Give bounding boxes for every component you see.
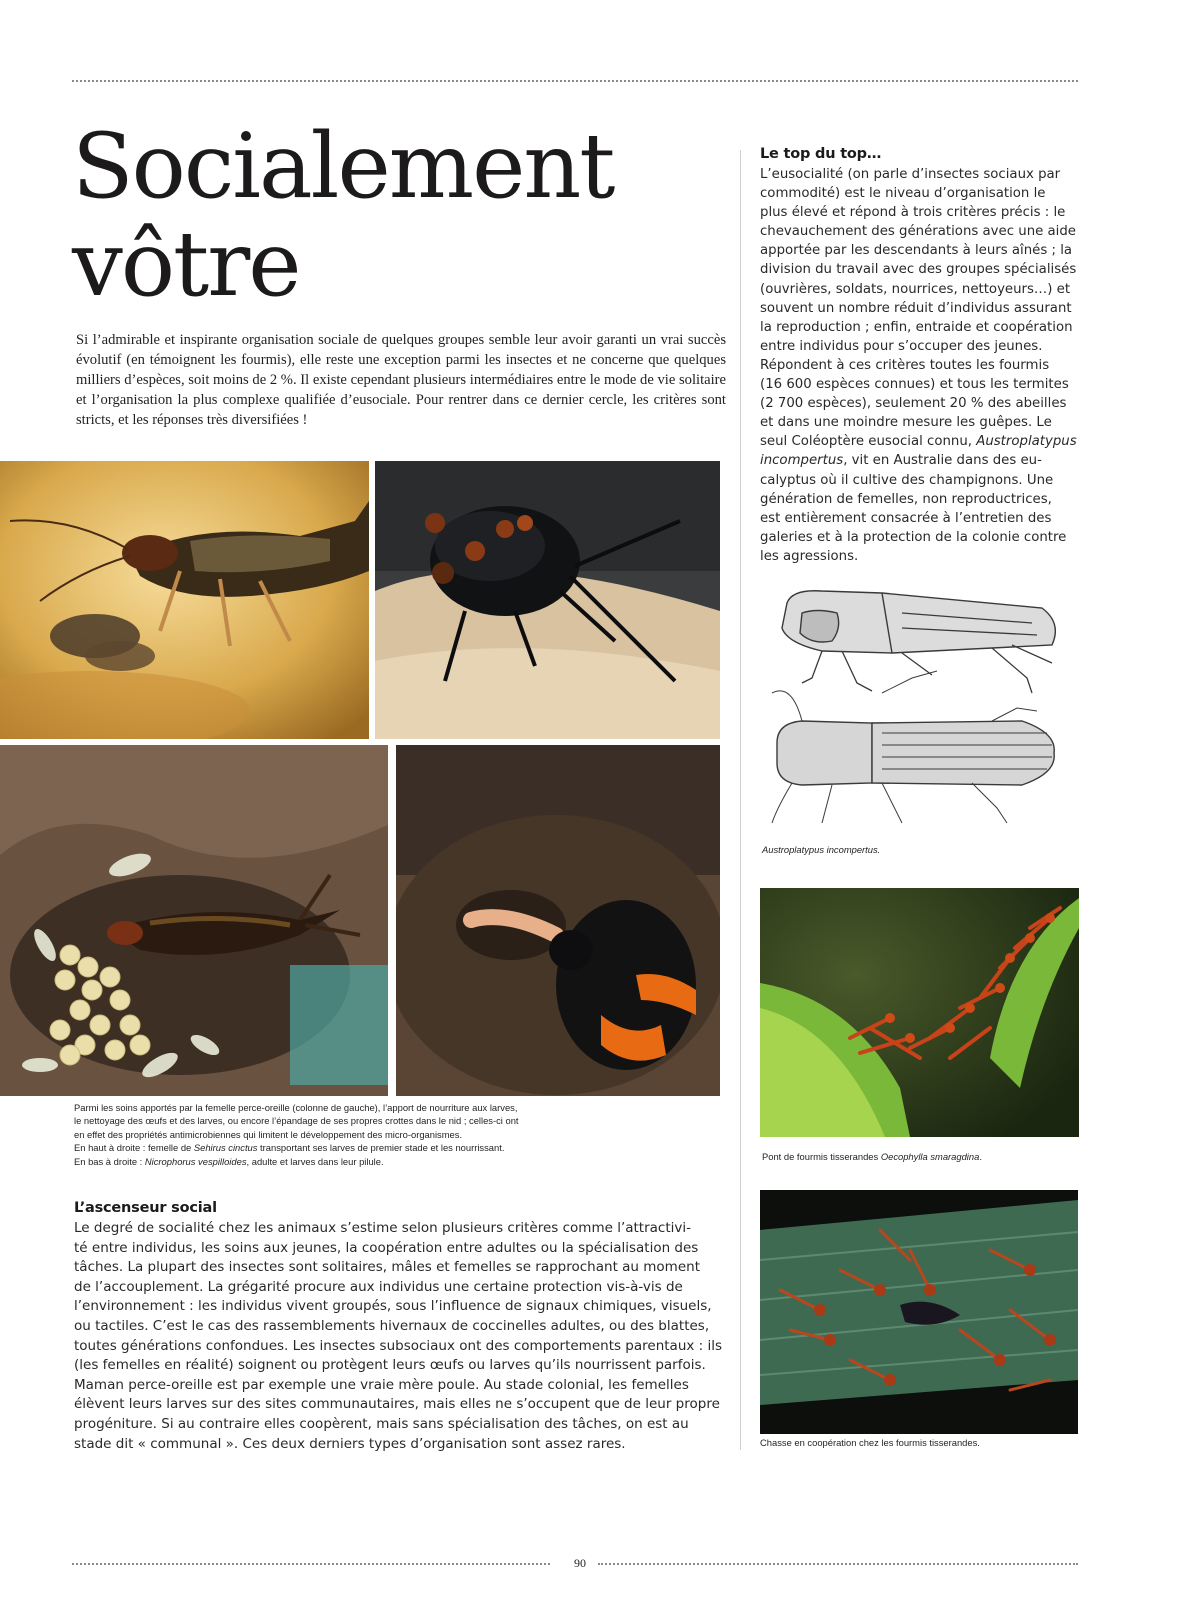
caption-line: Chasse en coopération chez les fourmis tisserandes. [760,1437,980,1448]
text-line: tâches. La plupart des insectes sont solitaires, mâles et femelles se rapprochant au moment [74,1259,700,1276]
species-name: Nicrophorus vespilloides [144,1155,247,1167]
text-line: progéniture. Si au contraire elles coopèrent, mais sans spécialisation des tâches, on est au [74,1415,689,1432]
text-line: L’eusocialité (on parle d’insectes sociaux par [760,167,1061,182]
caption-line: le nettoyage des œufs et des larves, ou encore l’épandage de ses propres crottes dans le nid ; celles-ci ont [74,1115,519,1127]
bottom-rule-left [72,1563,550,1565]
caption-text: . [979,1151,982,1162]
text-line: ou tactiles. C’est le cas des rassemblements hivernaux de coccinelles adultes, ou des blattes, [74,1317,710,1334]
text-line [760,432,1090,451]
caption-text: En bas à droite : [74,1155,145,1167]
photos-caption [74,1101,714,1168]
nicrophorus-photo [396,745,720,1096]
text-line: division du travail avec des groupes spécialisés [760,262,1077,278]
text-line: de l’accouplement. La grégarité procure aux individus une certaine protection vis-à-vis de [74,1278,683,1295]
species-name: Sehirus cinctus [193,1142,258,1154]
species-name: Austroplatypus [976,434,1077,450]
text-fragment: , vit en Australie dans des eu- [843,453,1042,469]
text-line: (2 700 espèces), seulement 20 % des abeilles [760,396,1067,412]
caption-text: En haut à droite : femelle de [74,1142,194,1154]
caption-text: transportant ses larves de premier stade et les nourrissant. [257,1142,505,1154]
text-line: Le degré de socialité chez les animaux s’estime selon plusieurs critères comme l’attractivi- [74,1220,691,1236]
title-line-1: Socialement [72,114,614,219]
text-line: (ouvrières, soldats, nourrices, nettoyeurs…) et [760,281,1071,297]
caption-line [74,1155,714,1168]
weaver-bridge-caption [762,1150,1082,1163]
text-line: entre individus pour s’occuper des jeunes. [760,338,1043,354]
caption-text: , adulte et larves dans leur pilule. [246,1155,384,1167]
caption-line [74,1141,714,1154]
text-line: est entièrement consacrée à l’entretien des [760,510,1052,526]
column-divider [740,150,741,1450]
text-line: Répondent à ces critères toutes les fourmis [760,357,1050,373]
text-line: commodité) est le niveau d’organisation le [760,186,1046,202]
sehirus-bug-photo [375,461,720,739]
page-number: 90 [574,1556,586,1570]
caption-text: Pont de fourmis tisserandes [762,1151,881,1162]
sidebar-heading: Le top du top… [760,146,882,162]
beetle-illustration [762,583,1072,845]
text-line: la reproduction ; enfin, entraide et coopération [760,319,1073,335]
text-fragment: seul Coléoptère eusocial connu, [760,434,977,450]
caption-line: Austroplatypus incompertus. [762,844,881,855]
earwig-feeding-photo [0,461,369,739]
text-line: (16 600 espèces connues) et tous les termites [760,377,1069,393]
section-social-body [74,1219,724,1454]
sidebar-body [760,165,1090,566]
species-name: Oecophylla smaragdina [880,1151,980,1162]
page-title [72,114,692,317]
text-line: galeries et à la protection de la colonie contre [760,529,1067,545]
caption-line [762,1150,1082,1163]
text-line: chevauchement des générations avec une aide [760,224,1076,240]
text-line: l’environnement : les individus vivent groupés, sous l’influence de signaux chimiques, visuels, [74,1298,712,1315]
bottom-rule-right [598,1563,1078,1565]
earwig-eggs-photo [0,745,388,1096]
text-line: apportée par les descendants à leurs aînés ; la [760,243,1073,259]
weaver-ant-hunt-photo [760,1190,1078,1434]
text-line: plus élevé et répond à trois critères précis : le [760,205,1066,221]
text-line [760,451,1090,470]
text-line: génération de femelles, non reproductrices, [760,491,1052,507]
text-line: Maman perce-oreille est par exemple une vraie mère poule. Au stade colonial, les femelles [74,1376,689,1393]
text-line: les agressions. [760,548,859,564]
text-line: élèvent leurs larves sur des sites communautaires, mais elles ne s’occupent que de leur propre [74,1396,720,1413]
caption-line: Parmi les soins apportés par la femelle perce-oreille (colonne de gauche), l’apport de nourriture aux larves, [74,1102,518,1113]
weaver-ant-bridge-photo [760,888,1079,1137]
text-line: té entre individus, les soins aux jeunes, la coopération entre adultes ou la spécialisation des [74,1239,699,1256]
text-line: et dans une moindre mesure les guêpes. Le [760,415,1052,431]
caption-line: en effet des propriétés antimicrobiennes qui limitent le développement des micro-organismes. [74,1128,463,1140]
top-rule [72,80,1078,82]
weaver-hunt-caption [760,1436,1080,1449]
species-name: incompertus [760,453,844,469]
intro-paragraph: Si l’admirable et inspirante organisation sociale de quelques groupes semble leur avoir garanti un vrai succès évolutif (en témoignent les fourmis), elle reste une exception parmi les insectes et ne concerne que quelques milliers d’espèces, soit moins de 2 %. Il existe cependant plusieurs intermédiaires entre le mode de vie solitaire et l’organisation la plus complexe qualifiée d’eusociale. Pour rentrer dans ce dernier cercle, les critères sont stricts, et les réponses très diversifiées ! [76,332,726,428]
title-line-2: vôtre [72,212,300,317]
section-heading-social: L’ascenseur social [74,1200,217,1216]
beetle-caption [762,843,1082,856]
text-line: (les femelles en réalité) soignent ou protègent leurs œufs ou larves qu’ils nourrissent parfois. [74,1357,706,1374]
text-line: calyptus où il cultive des champignons. Une [760,472,1054,488]
text-line: souvent un nombre réduit d’individus assurant [760,300,1072,316]
text-line: stade dit « communal ». Ces deux derniers types d’organisation sont assez rares. [74,1435,626,1452]
text-line: toutes générations confondues. Les insectes subsociaux ont des comportements parentaux : ils [74,1337,723,1354]
